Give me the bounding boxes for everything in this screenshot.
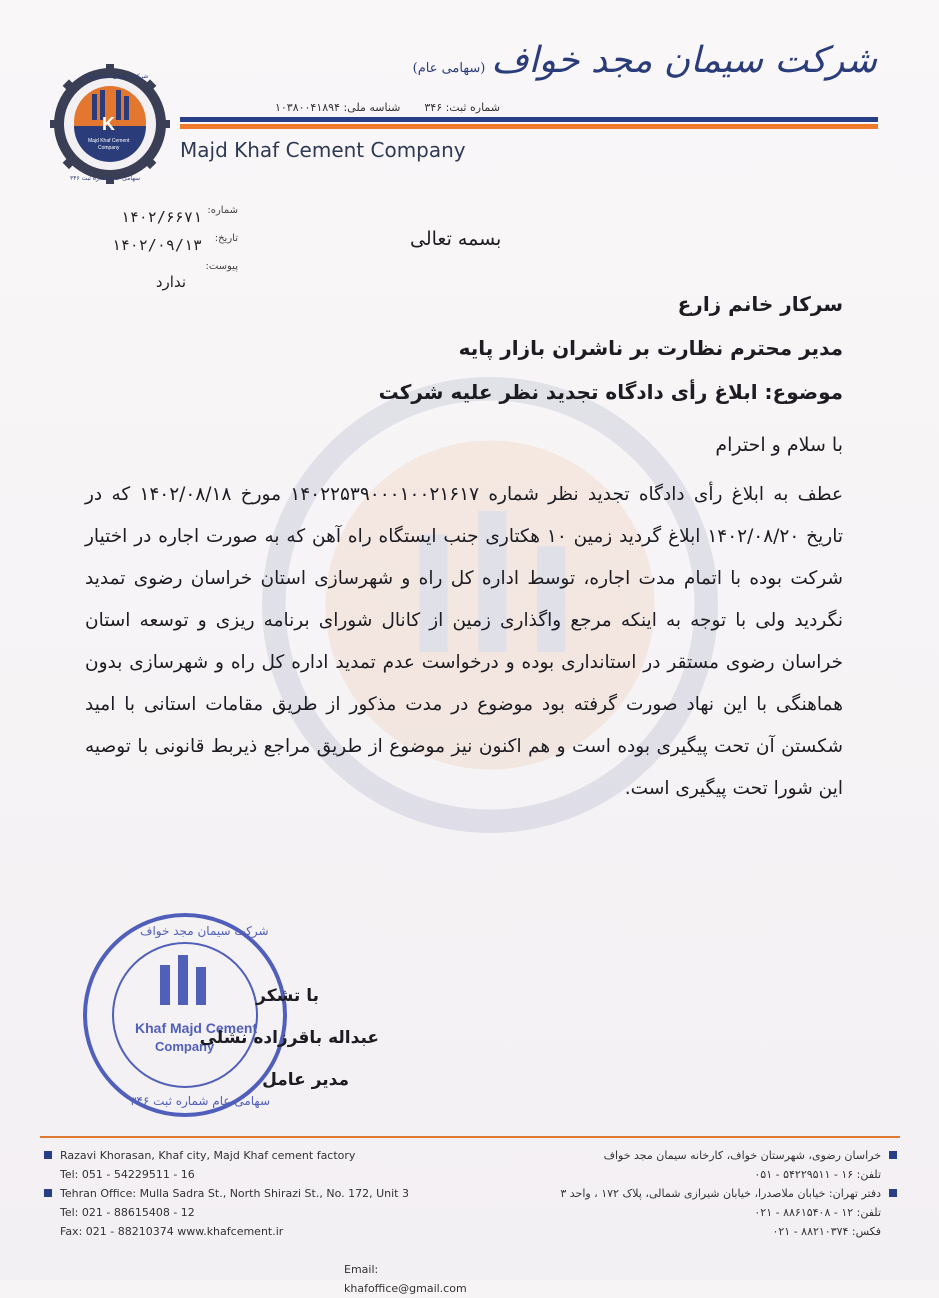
footer-en-tehran: Tehran Office: Mulla Sadra St., North Shirazi St., No. 172, Unit 3 bbox=[60, 1187, 409, 1200]
footer-en-address: Razavi Khorasan, Khaf city, Majd Khaf cement factory bbox=[60, 1149, 356, 1162]
logo-text-en-2: Company bbox=[98, 145, 120, 151]
national-id: شناسه ملی: ۱۰۳۸۰۰۴۱۸۹۴ bbox=[274, 101, 401, 114]
recipient: سرکار خانم زارع bbox=[677, 292, 843, 316]
stamp-text-bottom: سهامی عام شماره ثبت ۳۴۶ bbox=[130, 1094, 270, 1108]
logo-text-bottom: سهامی عام شماره ثبت ۳۴۶ bbox=[70, 175, 140, 182]
footer-persian bbox=[477, 1146, 897, 1241]
attachment-label: پیوست: bbox=[205, 261, 238, 272]
footer-en-address-row bbox=[44, 1146, 484, 1165]
addressee-block bbox=[143, 282, 843, 414]
signer-name: عبداله باقرزاده نشلی bbox=[199, 1028, 379, 1048]
footer-en-fax-row bbox=[44, 1222, 484, 1241]
subject: موضوع: ابلاغ رأی دادگاه تجدید نظر علیه شرکت bbox=[378, 380, 843, 404]
letter-body: عطف به ابلاغ رأی دادگاه تجدید نظر شماره ۱۴۰۲۲۵۳۹۰۰۰۱۰۰۲۱۶۱۷ مورخ ۱۴۰۲/۰۸/۱۸ که در تاریخ ۱۴۰۲/۰۸/۲۰ ابلاغ گردید زمین ۱۰ هکتاری جنب ایستگاه راه آهن که به صورت اجاره در اختیار شرکت بوده با اتمام مدت اجاره، توسط اداره کل راه و شهرسازی استان خراسان رضوی تمدید نگردید ولی با توجه به اینکه مرجع واگذاری زمین از کانال شورای برنامه ریزی و توسعه استان خراسان رضوی مستقر در استانداری بوده و درخواست عدم تمدید اداره کل راه و شهرسازی بدون هماهنگی با این نهاد صورت گرفته بود موضوع در مدت مذکور از طریق مقامات استانی با امید شکستن آن تحت پیگیری بوده است و هم اکنون نیز موضوع از طریق مراجع ذیربط قانونی با توصیه این شورا تحت پیگیری است. bbox=[85, 484, 843, 799]
footer-fa-fax: فکس: ۸۸۲۱۰۳۷۴ - ۰۲۱ bbox=[772, 1225, 881, 1238]
footer-fa-tel2-row bbox=[477, 1203, 897, 1222]
footer-en-tel2: Tel: 021 - 88615408 - 12 bbox=[60, 1206, 195, 1219]
number-label: شماره: bbox=[207, 205, 238, 216]
company-name-fa-text: شرکت سیمان مجد خواف bbox=[491, 40, 877, 81]
bullet-icon bbox=[889, 1189, 897, 1197]
footer-fa-address-row bbox=[477, 1146, 897, 1165]
bullet-icon bbox=[44, 1189, 52, 1197]
footer-en-tel2-row bbox=[44, 1203, 484, 1222]
logo-text-en: Majd Khaf Cement bbox=[88, 138, 130, 144]
greeting: با سلام و احترام bbox=[715, 434, 843, 456]
stamp-text-top: شرکت سیمان مجد خواف bbox=[140, 924, 269, 938]
stamp-text-en: Khaf Majd Cement bbox=[135, 1020, 258, 1036]
meta-date-row bbox=[88, 233, 238, 261]
company-type: (سهامی عام) bbox=[412, 61, 486, 76]
signature-block bbox=[99, 975, 379, 1101]
footer-fa-tel2: تلفن: ۱۲ - ۸۸۶۱۵۴۰۸ - ۰۲۱ bbox=[754, 1206, 881, 1219]
logo-letter: K bbox=[102, 114, 115, 134]
header-bar-blue bbox=[180, 117, 878, 122]
registration-number: شماره ثبت: ۳۴۶ bbox=[424, 101, 500, 114]
footer-email[interactable]: Email: khafoffice@gmail.com bbox=[344, 1263, 467, 1295]
date-label: تاریخ: bbox=[214, 233, 238, 244]
attachment-value: ندارد bbox=[155, 273, 186, 291]
meta-number-row bbox=[88, 205, 238, 233]
footer-en-fax: Fax: 021 - 88210374 www.khafcement.ir bbox=[60, 1225, 284, 1238]
footer-fa-tel-row bbox=[477, 1165, 897, 1184]
basmala: بسمه تعالی bbox=[410, 228, 502, 250]
recipient-title: مدیر محترم نظارت بر ناشران بازار پایه bbox=[458, 336, 843, 360]
logo-text-top: شرکت سیمان مجد خواف bbox=[84, 73, 149, 80]
footer-fa-fax-row bbox=[477, 1222, 897, 1241]
company-name-en: Majd Khaf Cement Company bbox=[180, 138, 466, 162]
date-value: ۱۴۰۲/۰۹/۱۳ bbox=[111, 236, 202, 254]
footer-divider bbox=[40, 1136, 900, 1138]
footer-fa-tel: تلفن: ۱۶ - ۵۴۲۲۹۵۱۱ - ۰۵۱ bbox=[754, 1168, 881, 1181]
footer-en-tel-row bbox=[44, 1165, 484, 1184]
stamp-text-en-2: Company bbox=[155, 1039, 215, 1054]
bullet-icon bbox=[44, 1151, 52, 1159]
number-value: ۱۴۰۲/۶۶۷۱ bbox=[120, 208, 202, 226]
footer-en-tel: Tel: 051 - 54229511 - 16 bbox=[60, 1168, 195, 1181]
signature-thanks: با تشکر bbox=[256, 986, 319, 1006]
footer-en-tehran-row bbox=[44, 1184, 484, 1203]
signer-title: مدیر عامل bbox=[262, 1070, 349, 1090]
footer-fa-address: خراسان رضوی، شهرستان خواف، کارخانه سیمان مجد خواف bbox=[603, 1149, 881, 1162]
footer-fa-tehran-row bbox=[477, 1184, 897, 1203]
letter-meta bbox=[88, 205, 238, 289]
footer-fa-tehran: دفتر تهران: خیابان ملاصدرا، خیابان شیرازی شمالی، پلاک ۱۷۲ ، واحد ۳ bbox=[560, 1187, 881, 1200]
registration-line bbox=[180, 101, 500, 114]
company-name-fa bbox=[413, 40, 877, 81]
footer-english bbox=[44, 1146, 484, 1295]
header-bar-orange bbox=[180, 124, 878, 129]
bullet-icon bbox=[889, 1151, 897, 1159]
company-logo-icon bbox=[40, 64, 180, 184]
